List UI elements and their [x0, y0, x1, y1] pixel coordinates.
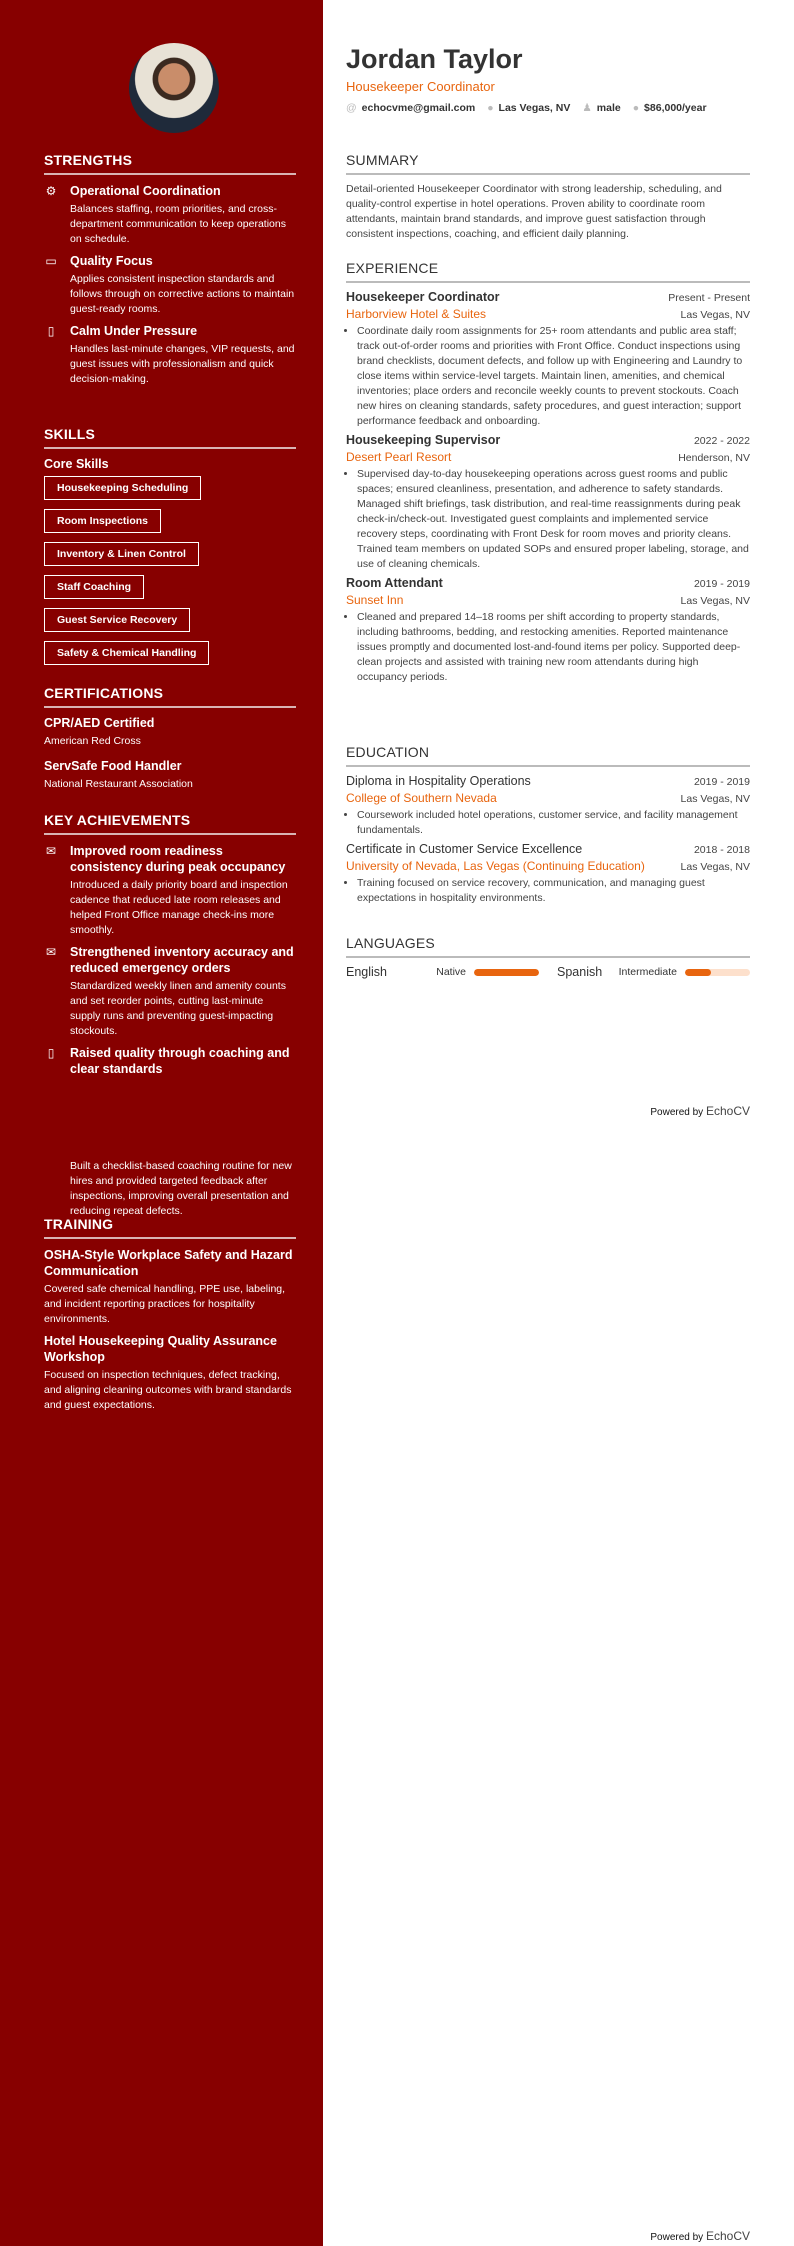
edu-bullet: • Coursework included hotel operations, customer service, and facility management fundamentals. — [357, 808, 750, 838]
comment-icon: ▭ — [45, 254, 57, 268]
skill-tag: Guest Service Recovery — [44, 608, 190, 632]
school: University of Nevada, Las Vegas (Continuing Education) — [346, 859, 645, 873]
language-level: Native — [436, 966, 466, 978]
job-location: Las Vegas, NV — [680, 309, 750, 321]
education-item — [346, 774, 750, 838]
strength-desc: Applies consistent inspection standards and follows through on corrective actions to maintain guest-ready rooms. — [70, 273, 295, 315]
location: Las Vegas, NV — [498, 102, 571, 114]
employer: Desert Pearl Resort — [346, 450, 452, 464]
achievement-title: Improved room readiness consistency during peak occupancy — [70, 844, 286, 874]
experience-item — [346, 433, 750, 572]
achievement-desc: Introduced a daily priority board and inspection cadence that reduced late room releases and helped Front Office manage check-ins more smoothly. — [70, 879, 288, 936]
language-name: Spanish — [557, 965, 603, 979]
job-dates: Present - Present — [668, 292, 750, 304]
degree: Diploma in Hospitality Operations — [346, 774, 531, 788]
section-heading: LANGUAGES — [346, 935, 750, 958]
job-dates: 2022 - 2022 — [693, 435, 750, 447]
strengths-section — [44, 152, 296, 393]
achievement-item — [44, 944, 296, 1039]
job-location: Henderson, NV — [678, 452, 750, 464]
job-bullet: • Coordinate daily room assignments for 25+ room attendants and public area staff; track out-of-order rooms and priorities with Front Office. Conduct inspections using brand checklists, document defects, and follow up with Engineering and Laundry to close items within service-level targets. Maintain linen, amenities, and chemical inventories; place orders and reconcile weekly counts to prevent stockouts. Coach new hires on cleaning standards, safety procedures, and guest interaction; support performance feedback and onboarding. — [357, 324, 750, 429]
achievements-section — [44, 812, 296, 1225]
cert-name: CPR/AED Certified — [44, 716, 155, 730]
gear-icon: ⚙ — [45, 184, 57, 198]
cert-issuer: American Red Cross — [44, 735, 141, 747]
cert-issuer: National Restaurant Association — [44, 778, 193, 790]
training-name: Hotel Housekeeping Quality Assurance Workshop — [44, 1334, 277, 1364]
skill-tag: Room Inspections — [44, 509, 161, 533]
summary-section — [346, 152, 750, 242]
file-icon: ▯ — [47, 1046, 55, 1060]
language-item — [346, 965, 539, 979]
powered-by-text: Powered by — [650, 2232, 704, 2243]
job-title: Room Attendant — [346, 576, 443, 590]
email[interactable]: echocvme@gmail.com — [361, 102, 476, 114]
skills-section — [44, 426, 296, 674]
certifications-section — [44, 685, 296, 790]
proficiency-bar — [685, 969, 750, 976]
envelope-open-icon: ✉ — [45, 945, 57, 959]
language-item — [557, 965, 750, 979]
edu-location: Las Vegas, NV — [680, 861, 750, 873]
envelope-open-icon: ✉ — [45, 844, 57, 858]
education-section — [346, 744, 750, 910]
skill-tag: Safety & Chemical Handling — [44, 641, 209, 665]
salary: $86,000/year — [644, 102, 707, 114]
section-heading: KEY ACHIEVEMENTS — [44, 812, 296, 835]
strength-title: Calm Under Pressure — [70, 324, 198, 338]
powered-by-text: Powered by — [650, 1107, 704, 1118]
section-heading: EDUCATION — [346, 744, 750, 767]
cert-name: ServSafe Food Handler — [44, 759, 182, 773]
proficiency-bar — [474, 969, 539, 976]
gender: male — [596, 102, 621, 114]
proficiency-fill — [685, 969, 711, 976]
job-title: Housekeeping Supervisor — [346, 433, 501, 447]
section-heading: CERTIFICATIONS — [44, 685, 296, 708]
location-pin-icon: ● — [487, 102, 494, 114]
person-icon: ♟ — [582, 102, 592, 114]
section-heading: STRENGTHS — [44, 152, 296, 175]
edu-bullet: • Training focused on service recovery, communication, and managing guest expectations in hospitality environments. — [357, 876, 750, 906]
school: College of Southern Nevada — [346, 791, 497, 805]
edu-location: Las Vegas, NV — [680, 793, 750, 805]
sidebar — [0, 0, 323, 2246]
proficiency-fill — [474, 969, 539, 976]
training-desc: Focused on inspection techniques, defect tracking, and aligning cleaning outcomes with brand standards and guest expectations. — [44, 1369, 292, 1411]
job-location: Las Vegas, NV — [680, 595, 750, 607]
language-name: English — [346, 965, 387, 979]
training-section — [44, 1216, 296, 1413]
job-title: Housekeeper Coordinator — [346, 290, 500, 304]
skills-group-title: Core Skills — [44, 457, 109, 471]
achievement-desc: Built a checklist-based coaching routine for new hires and provided targeted feedback after inspections, improving overall presentation and reducing repeat defects. — [70, 1160, 292, 1217]
section-heading: SKILLS — [44, 426, 296, 449]
language-level: Intermediate — [618, 966, 677, 978]
edu-dates: 2019 - 2019 — [693, 776, 750, 788]
section-heading: SUMMARY — [346, 152, 750, 175]
powered-by — [650, 1104, 750, 1118]
summary-text: Detail-oriented Housekeeper Coordinator with strong leadership, scheduling, and quality-control expertise in hotel operations. Proven ability to coordinate room attendants, maintain brand standards, and improve guest satisfaction through consistent inspections, coaching, and efficient daily planning. — [346, 183, 722, 240]
employer: Harborview Hotel & Suites — [346, 307, 487, 321]
strength-item — [44, 323, 296, 387]
skill-tag: Housekeeping Scheduling — [44, 476, 201, 500]
strength-title: Operational Coordination — [70, 184, 221, 198]
achievement-item — [44, 843, 296, 938]
experience-item — [346, 576, 750, 685]
powered-by — [650, 2229, 750, 2243]
profile-photo — [129, 43, 219, 133]
skill-tag: Staff Coaching — [44, 575, 144, 599]
education-item — [346, 842, 750, 906]
at-icon: @ — [346, 102, 357, 114]
training-name: OSHA-Style Workplace Safety and Hazard Communication — [44, 1248, 293, 1278]
job-bullet: • Cleaned and prepared 14–18 rooms per shift according to property standards, including bathrooms, bedding, and restocking amenities. Reported maintenance issues promptly and documented lost-and-found items per policy. Supported deep-clean projects and assisted with training new room attendants during high occupancy periods. — [357, 610, 750, 685]
main-content — [346, 44, 750, 114]
achievement-title: Strengthened inventory accuracy and reduced emergency orders — [70, 945, 294, 975]
strength-desc: Balances staffing, room priorities, and cross-department communication to keep operations on schedule. — [70, 203, 286, 245]
degree: Certificate in Customer Service Excellence — [346, 842, 583, 856]
employer: Sunset Inn — [346, 593, 404, 607]
section-heading: EXPERIENCE — [346, 260, 750, 283]
candidate-role: Housekeeper Coordinator — [346, 79, 495, 94]
experience-section — [346, 260, 750, 689]
file-check-icon: ▯ — [47, 324, 55, 338]
contact-row — [346, 102, 750, 114]
strength-desc: Handles last-minute changes, VIP requests, and guest issues with professionalism and quick decision-making. — [70, 343, 295, 385]
experience-item — [346, 290, 750, 429]
candidate-name: Jordan Taylor — [346, 44, 523, 74]
skill-tag: Inventory & Linen Control — [44, 542, 199, 566]
job-dates: 2019 - 2019 — [693, 578, 750, 590]
strength-item — [44, 183, 296, 247]
training-desc: Covered safe chemical handling, PPE use, labeling, and incident reporting practices for hospitality environments. — [44, 1283, 286, 1325]
edu-dates: 2018 - 2018 — [693, 844, 750, 856]
achievement-desc: Standardized weekly linen and amenity counts and set reorder points, cutting last-minute supply runs and preventing guest-impacting stockouts. — [70, 980, 286, 1037]
languages-section — [346, 935, 750, 979]
brand-link[interactable]: EchoCV — [705, 1104, 750, 1118]
job-bullet: • Supervised day-to-day housekeeping operations across guest rooms and public spaces; ensured cleanliness, presentation, and adherence to safety standards. Managed shift briefings, task distribution, and real-time reassignments during peak check-in/check-out. Investigated guest complaints and implemented service recovery steps, coordinating with Front Desk for room moves and priority cleans. Trained team members on updated SOPs and ensured proper labeling, storage, and use of cleaning chemicals. — [357, 467, 750, 572]
strength-title: Quality Focus — [70, 254, 153, 268]
achievement-item — [44, 1045, 296, 1219]
achievement-title: Raised quality through coaching and clear standards — [70, 1046, 290, 1076]
brand-link[interactable]: EchoCV — [705, 2229, 750, 2243]
money-icon: ● — [632, 102, 640, 114]
strength-item — [44, 253, 296, 317]
section-heading: TRAINING — [44, 1216, 296, 1239]
